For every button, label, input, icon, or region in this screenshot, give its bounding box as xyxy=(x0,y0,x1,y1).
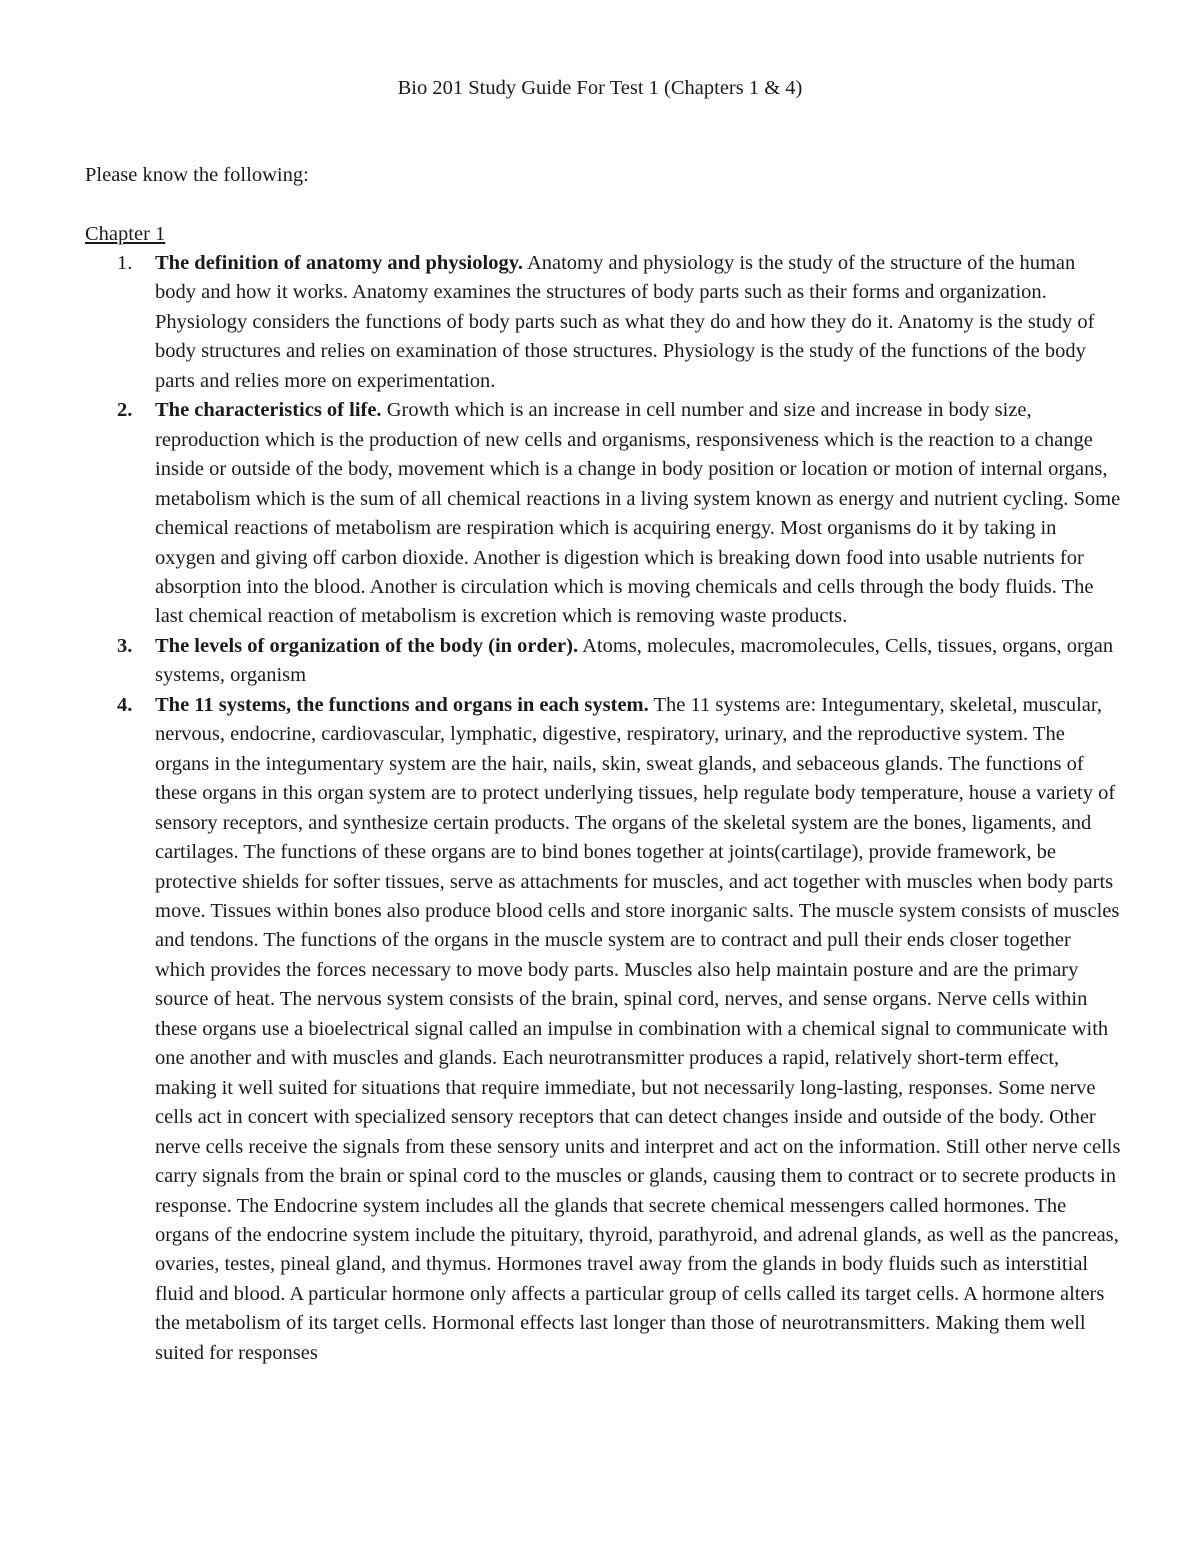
item-text: Growth which is an increase in cell number and size and increase in body size, reproduction which is the production of new cells and organisms, responsiveness which is the reaction to a change inside or outside of the body, movement which is a change in body position or location or motion of internal organs, metabolism which is the sum of all chemical reactions in a living system known as energy and nutrient cycling. Some chemical reactions of metabolism are respiration which is acquiring energy. Most organisms do it by taking in oxygen and giving off carbon dioxide. Another is digestion which is breaking down food into usable nutrients for absorption into the blood. Another is circulation which is moving chemicals and cells through the body fluids. The last chemical reaction of metabolism is excretion which is removing waste products. xyxy=(155,399,1121,628)
list-item xyxy=(0,691,1121,1368)
chapter-heading: Chapter 1 xyxy=(85,223,166,245)
item-text: Anatomy and physiology is the study of the structure of the human body and how it works. Anatomy examines the structures of body parts such as their forms and organization. Physiology considers the functions of body parts such as what they do and how they do it. Anatomy is the study of body structures and relies on examination of those structures. Physiology is the study of the functions of the body parts and relies more on experimentation. xyxy=(155,252,1095,392)
intro-text: Please know the following: xyxy=(85,164,309,186)
item-lead: The levels of organization of the body (in order). xyxy=(155,634,579,657)
item-text: The 11 systems are: Integumentary, skeletal, muscular, nervous, endocrine, cardiovascular, lymphatic, digestive, respiratory, urinary, and the reproductive system. The organs in the integumentary system are the hair, nails, skin, sweat glands, and sebaceous glands. The functions of these organs in this organ system are to protect underlying tissues, help regulate body temperature, house a variety of sensory receptors, and synthesize certain products. The organs of the skeletal system are the bones, ligaments, and cartilages. The functions of these organs are to bind bones together at joints(cartilage), provide framework, be protective shields for softer tissues, serve as attachments for muscles, and act together with muscles when body parts move. Tissues within bones also produce blood cells and store inorganic salts. The muscle system consists of muscles and tendons. The functions of the organs in the muscle system are to contract and pull their ends closer together which provides the forces necessary to move body parts. Muscles also help maintain posture and are the primary source of heat. The nervous system consists of the brain, spinal cord, nerves, and sense organs. Nerve cells within these organs use a bioelectrical signal called an impulse in combination with a chemical signal to communicate with one another and with muscles and glands. Each neurotransmitter produces a rapid, relatively short-term effect, making it well suited for situations that require immediate, but not necessarily long-lasting, responses. Some nerve cells act in concert with specialized sensory receptors that can detect changes inside and outside of the body. Other nerve cells receive the signals from these sensory units and interpret and act on the information. Still other nerve cells carry signals from the brain or spinal cord to the muscles or glands, causing them to contract or to secrete products in response. The Endocrine system includes all the glands that secrete chemical messengers called hormones. The organs of the endocrine system include the pituitary, thyroid, parathyroid, and adrenal glands, as well as the pancreas, ovaries, testes, pineal gland, and thymus. Hormones travel away from the glands in body fluids such as interstitial fluid and blood. A particular hormone only affects a particular group of cells called its target cells. A hormone alters the metabolism of its target cells. Hormonal effects last longer than those of neurotransmitters. Making them well suited for responses xyxy=(155,693,1121,1364)
list-item xyxy=(0,632,1121,691)
document-title: Bio 201 Study Guide For Test 1 (Chapters 1 & 4) xyxy=(397,77,803,99)
item-number: 4. xyxy=(117,693,133,716)
item-text: Atoms, molecules, macromolecules, Cells, tissues, organs, organ systems, organism xyxy=(155,634,1114,687)
list-item xyxy=(0,249,1121,396)
item-lead: The characteristics of life. xyxy=(155,399,382,422)
item-number: 1. xyxy=(117,252,133,274)
item-lead: The definition of anatomy and physiology. xyxy=(155,252,523,274)
list-item xyxy=(0,396,1121,632)
item-number: 2. xyxy=(117,399,133,422)
item-lead: The 11 systems, the functions and organs in each system. xyxy=(155,693,649,716)
study-items-list xyxy=(0,249,1200,1368)
item-number: 3. xyxy=(117,634,133,657)
